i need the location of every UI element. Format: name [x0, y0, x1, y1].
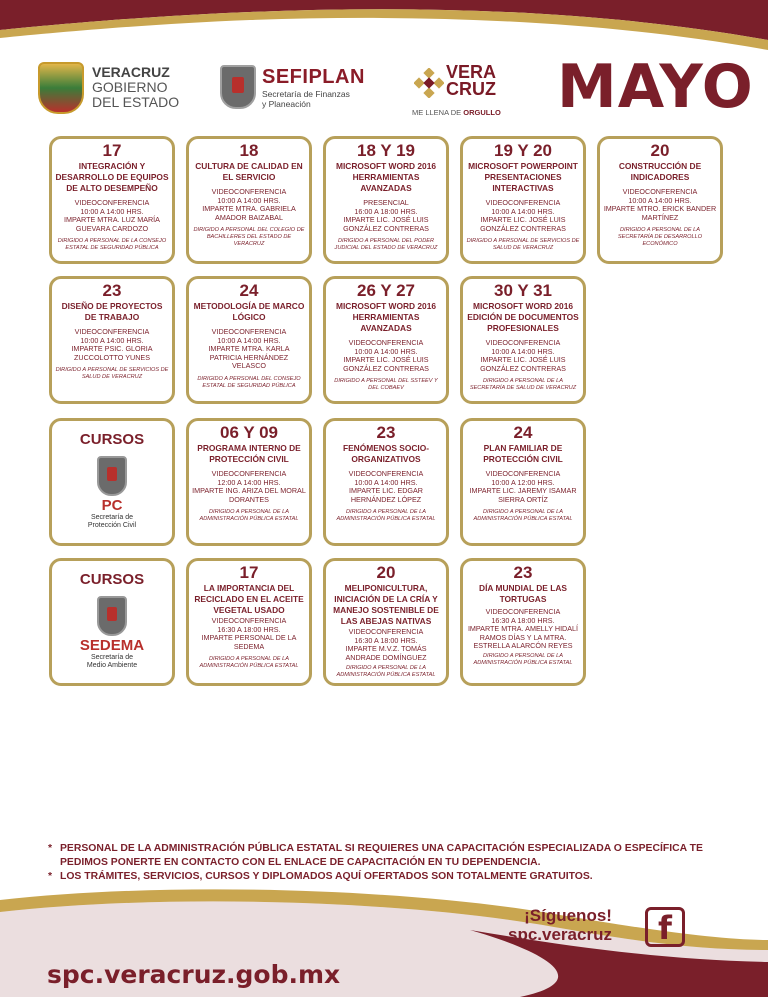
- course-mode: VIDEOCONFERENCIA: [211, 616, 287, 625]
- course-instructor: IMPARTE LIC. JOSÉ LUIS GONZÁLEZ CONTRERAS: [480, 355, 566, 373]
- course-audience: DIRIGIDO A PERSONAL DE LA ADMINISTRACIÓN PÚBLICA ESTATAL: [336, 665, 436, 678]
- course-mode: VIDEOCONFERENCIA: [74, 327, 150, 336]
- course-title: MICROSOFT WORD 2016 HERRAMIENTAS AVANZADAS: [335, 301, 437, 333]
- note-item: [48, 842, 728, 870]
- course-instructor: IMPARTE M.V.Z. TOMÁS ANDRADE DOMÍNGUEZ: [345, 644, 427, 662]
- course-audience: DIRIGIDO A PERSONAL DE LA ADMINISTRACIÓN PÚBLICA ESTATAL: [473, 652, 573, 666]
- course-time: 10:00 A 14:00 HRS.: [491, 346, 555, 356]
- course-audience: DIRIGIDO A PERSONAL DE LA SECRETARÍA DE DESARROLLO ECONÓMICO: [617, 227, 703, 247]
- course-card: [323, 136, 449, 264]
- course-day: 24: [239, 281, 259, 300]
- sefiplan-sub2: y Planeación: [262, 98, 311, 109]
- course-instructor: IMPARTE MTRA. KARLA PATRICIA HERNÁNDEZ VELASCO: [208, 344, 290, 371]
- course-mode: VIDEOCONFERENCIA: [622, 187, 698, 196]
- course-title: PLAN FAMILIAR DE PROTECCIÓN CIVIL: [483, 443, 563, 464]
- course-instructor: IMPARTE PSIC. GLORIA ZUCCOLOTTO YUNES: [71, 344, 153, 362]
- course-mode: VIDEOCONFERENCIA: [211, 187, 287, 196]
- course-audience: DIRIGIDO A PERSONAL DE LA CONSEJO ESTATAL DE SEGURIDAD PÚBLICA: [57, 238, 167, 251]
- course-mode: VIDEOCONFERENCIA: [211, 469, 287, 478]
- course-title: FENÓMENOS SOCIO-ORGANIZATIVOS: [342, 443, 430, 464]
- course-day: 30 Y 31: [494, 281, 552, 300]
- facebook-icon[interactable]: f: [645, 907, 685, 947]
- course-card: [323, 418, 449, 546]
- vc-tagline-bold: ORGULLO: [463, 108, 501, 117]
- course-card: [186, 418, 312, 546]
- course-card: [460, 558, 586, 686]
- course-instructor: IMPARTE LIC. EDGAR HERNÁNDEZ LÓPEZ: [348, 486, 424, 504]
- dependency-name-line1: Secretaría de: [90, 654, 134, 661]
- course-day: 23: [102, 281, 122, 300]
- dependency-abbr: SEDEMA: [79, 637, 145, 654]
- course-instructor: IMPARTE LIC. JAREMY ISAMAR SIERRA ORTÍZ: [469, 486, 577, 504]
- asterisk-icon: *: [48, 843, 53, 854]
- course-audience: DIRIGIDO A PERSONAL DE LA ADMINISTRACIÓN PÚBLICA ESTATAL: [199, 509, 299, 522]
- dependency-card-sedema: [49, 558, 175, 686]
- course-instructor: IMPARTE PERSONAL DE LA SEDEMA: [201, 633, 297, 651]
- dependency-abbr: PC: [101, 497, 123, 514]
- course-time: 10:00 A 14:00 HRS.: [354, 477, 418, 487]
- course-card: [186, 136, 312, 264]
- dependency-name-line2: Medio Ambiente: [86, 662, 138, 669]
- top-wave-decoration: [0, 0, 768, 60]
- veracruz-logo-line2: GOBIERNO: [92, 79, 168, 95]
- course-audience: DIRIGIDO A PERSONAL DEL PODER JUDICIAL DEL ESTADO DE VERACRUZ: [334, 238, 438, 251]
- course-title: CULTURA DE CALIDAD EN EL SERVICIO: [195, 161, 303, 182]
- note-text: PERSONAL DE LA ADMINISTRACIÓN PÚBLICA ESTATAL SI REQUIERES UNA CAPACITACIÓN ESPECIALIZADA O ESPECÍFICA TE PEDIMOS PONERTE EN CONTACTO CON EL ENLACE DE CAPACITACIÓN EN TU DEPENDENCIA.: [60, 843, 703, 868]
- vc-tagline: [412, 108, 501, 117]
- course-time: 10:00 A 14:00 HRS.: [217, 195, 281, 205]
- course-card: [460, 136, 586, 264]
- dependency-label: CURSOS: [79, 431, 145, 448]
- course-audience: DIRIGIDO A PERSONAL DE SERVICIOS DE SALUD DE VERACRUZ: [466, 238, 580, 251]
- course-mode: VIDEOCONFERENCIA: [485, 469, 561, 478]
- course-title: LA IMPORTANCIA DEL RECICLADO EN EL ACEITE VEGETAL USADO: [194, 583, 304, 615]
- month-title: MAYO: [557, 52, 754, 122]
- course-title: MELIPONICULTURA, INICIACIÓN DE LA CRÍA Y MANEJO SOSTENIBLE DE LAS ABEJAS NATIVAS: [333, 583, 439, 626]
- course-title: DISEÑO DE PROYECTOS DE TRABAJO: [61, 301, 163, 322]
- course-title: DÍA MUNDIAL DE LAS TORTUGAS: [479, 583, 567, 604]
- course-audience: DIRIGIDO A PERSONAL DEL CONSEJO ESTATAL DE SEGURIDAD PÚBLICA: [197, 375, 301, 389]
- course-day: 26 Y 27: [357, 281, 415, 300]
- course-audience: DIRIGIDO A PERSONAL DE SERVICIOS DE SALUD DE VERACRUZ: [55, 367, 169, 380]
- course-day: 18: [239, 141, 259, 160]
- course-card: [49, 136, 175, 264]
- course-day: 19 Y 20: [494, 141, 552, 160]
- course-audience: DIRIGIDO A PERSONAL DE LA ADMINISTRACIÓN PÚBLICA ESTATAL: [336, 509, 436, 522]
- course-time: 10:00 A 14:00 HRS.: [80, 335, 144, 345]
- course-time: 10:00 A 14:00 HRS.: [628, 195, 692, 205]
- note-text: LOS TRÁMITES, SERVICIOS, CURSOS Y DIPLOMADOS AQUÍ OFERTADOS SON TOTALMENTE GRATUITOS.: [60, 871, 593, 882]
- veracruz-brand-logo: [410, 62, 510, 122]
- veracruz-logo-line1: VERACRUZ: [92, 64, 170, 80]
- dependency-label: CURSOS: [79, 571, 145, 588]
- course-audience: DIRIGIDO A PERSONAL DE LA ADMINISTRACIÓN PÚBLICA ESTATAL: [199, 656, 299, 669]
- course-card: [460, 276, 586, 404]
- sefiplan-logo: [220, 62, 380, 112]
- course-instructor: IMPARTE LIC. JOSÉ LUIS GONZÁLEZ CONTRERAS: [480, 215, 566, 233]
- course-mode: PRESENCIAL: [363, 198, 409, 207]
- course-time: 12:00 A 14:00 HRS.: [217, 477, 281, 487]
- website-url[interactable]: spc.veracruz.gob.mx: [47, 960, 341, 989]
- course-instructor: IMPARTE LIC. JOSÉ LUIS GONZÁLEZ CONTRERAS: [343, 215, 429, 233]
- course-card: [460, 418, 586, 546]
- asterisk-icon: *: [48, 871, 53, 882]
- course-time: 16:00 A 18:00 HRS.: [354, 206, 418, 216]
- follow-label: ¡Síguenos!: [524, 906, 612, 925]
- course-day: 17: [239, 563, 259, 582]
- course-title: INTEGRACIÓN Y DESARROLLO DE EQUIPOS DE ALTO DESEMPEÑO: [55, 161, 169, 193]
- vc-word-line2: CRUZ: [446, 79, 496, 99]
- sefiplan-title: SEFIPLAN: [262, 65, 365, 88]
- course-card: [49, 276, 175, 404]
- course-title: MICROSOFT WORD 2016 HERRAMIENTAS AVANZADAS: [335, 161, 437, 193]
- vc-word-line1: VERA: [446, 62, 497, 82]
- course-day: 24: [513, 423, 533, 442]
- course-time: 10:00 A 14:00 HRS.: [491, 206, 555, 216]
- course-audience: DIRIGIDO A PERSONAL DEL SSTEEV Y DEL COBAEV: [334, 378, 438, 391]
- course-day: 18 Y 19: [357, 141, 415, 160]
- course-mode: VIDEOCONFERENCIA: [485, 198, 561, 207]
- veracruz-logo-line3: DEL ESTADO: [92, 94, 180, 110]
- course-audience: DIRIGIDO A PERSONAL DE LA SECRETARÍA DE SALUD DE VERACRUZ: [469, 378, 577, 391]
- course-mode: VIDEOCONFERENCIA: [211, 327, 287, 336]
- course-time: 16:30 A 18:00 HRS.: [354, 635, 418, 645]
- course-title: METODOLOGÍA DE MARCO LÓGICO: [193, 301, 305, 322]
- course-time: 10:00 A 14:00 HRS.: [354, 346, 418, 356]
- dependency-name-line2: Protección Civil: [87, 522, 137, 529]
- course-card: [186, 558, 312, 686]
- course-title: MICROSOFT WORD 2016 EDICIÓN DE DOCUMENTOS PROFESIONALES: [467, 301, 579, 333]
- course-instructor: IMPARTE MTRA. AMELLY HIDALÍ RAMOS DÍAS Y LA MTRA. ESTRELLA ALARCÓN REYES: [467, 624, 579, 651]
- course-mode: VIDEOCONFERENCIA: [74, 198, 150, 207]
- course-instructor: IMPARTE MTRA. LUZ MARÍA GUEVARA CARDOZO: [64, 215, 160, 233]
- course-mode: VIDEOCONFERENCIA: [348, 338, 424, 347]
- course-time: 16:30 A 18:00 HRS.: [491, 615, 555, 625]
- course-instructor: IMPARTE MTRO. ERICK BANDER MARTÍNEZ: [603, 204, 717, 222]
- veracruz-government-logo: [38, 60, 198, 115]
- course-card: [186, 276, 312, 404]
- course-day: 20: [650, 141, 670, 160]
- course-card: [597, 136, 723, 264]
- dependency-card-pc: [49, 418, 175, 546]
- course-day: 23: [376, 423, 396, 442]
- course-time: 10:00 A 12:00 HRS.: [491, 477, 555, 487]
- course-mode: VIDEOCONFERENCIA: [348, 469, 424, 478]
- state-emblem-icon: [97, 596, 127, 636]
- course-mode: VIDEOCONFERENCIA: [485, 607, 561, 616]
- course-audience: DIRIGIDO A PERSONAL DE LA ADMINISTRACIÓN PÚBLICA ESTATAL: [473, 509, 573, 522]
- course-time: 10:00 A 14:00 HRS.: [217, 335, 281, 345]
- course-day: 20: [376, 563, 396, 582]
- course-title: MICROSOFT POWERPOINT PRESENTACIONES INTERACTIVAS: [468, 161, 578, 193]
- course-day: 06 Y 09: [220, 423, 278, 442]
- course-card: [323, 558, 449, 686]
- sefiplan-sub1: Secretaría de Finanzas: [262, 88, 350, 99]
- course-audience: DIRIGIDO A PERSONAL DEL COLEGIO DE BACHILLERES DEL ESTADO DE VERACRUZ: [193, 227, 305, 247]
- course-instructor: IMPARTE MTRA. GABRIELA AMADOR BAIZABAL: [202, 204, 296, 222]
- veracruz-brand-mark-icon: [414, 68, 444, 98]
- sefiplan-shield-icon: [220, 65, 256, 109]
- course-instructor: IMPARTE LIC. JOSÉ LUIS GONZÁLEZ CONTRERAS: [343, 355, 429, 373]
- veracruz-shield-icon: [38, 62, 84, 114]
- vc-tagline-prefix: ME LLENA DE: [412, 108, 464, 117]
- social-handle[interactable]: spc.veracruz: [508, 925, 612, 944]
- dependency-name-line1: Secretaría de: [90, 514, 134, 521]
- course-card: [323, 276, 449, 404]
- social-follow-block: [508, 906, 612, 944]
- course-mode: VIDEOCONFERENCIA: [485, 338, 561, 347]
- course-time: 10:00 A 14:00 HRS.: [80, 206, 144, 216]
- course-day: 23: [513, 563, 533, 582]
- course-mode: VIDEOCONFERENCIA: [348, 627, 424, 636]
- course-title: CONSTRUCCIÓN DE INDICADORES: [618, 161, 702, 182]
- state-emblem-icon: [97, 456, 127, 496]
- course-title: PROGRAMA INTERNO DE PROTECCIÓN CIVIL: [197, 443, 301, 464]
- course-instructor: IMPARTE ING. ARIZA DEL MORAL DORANTES: [192, 486, 306, 504]
- course-day: 17: [102, 141, 122, 160]
- course-time: 16:30 A 18:00 HRS.: [217, 624, 281, 634]
